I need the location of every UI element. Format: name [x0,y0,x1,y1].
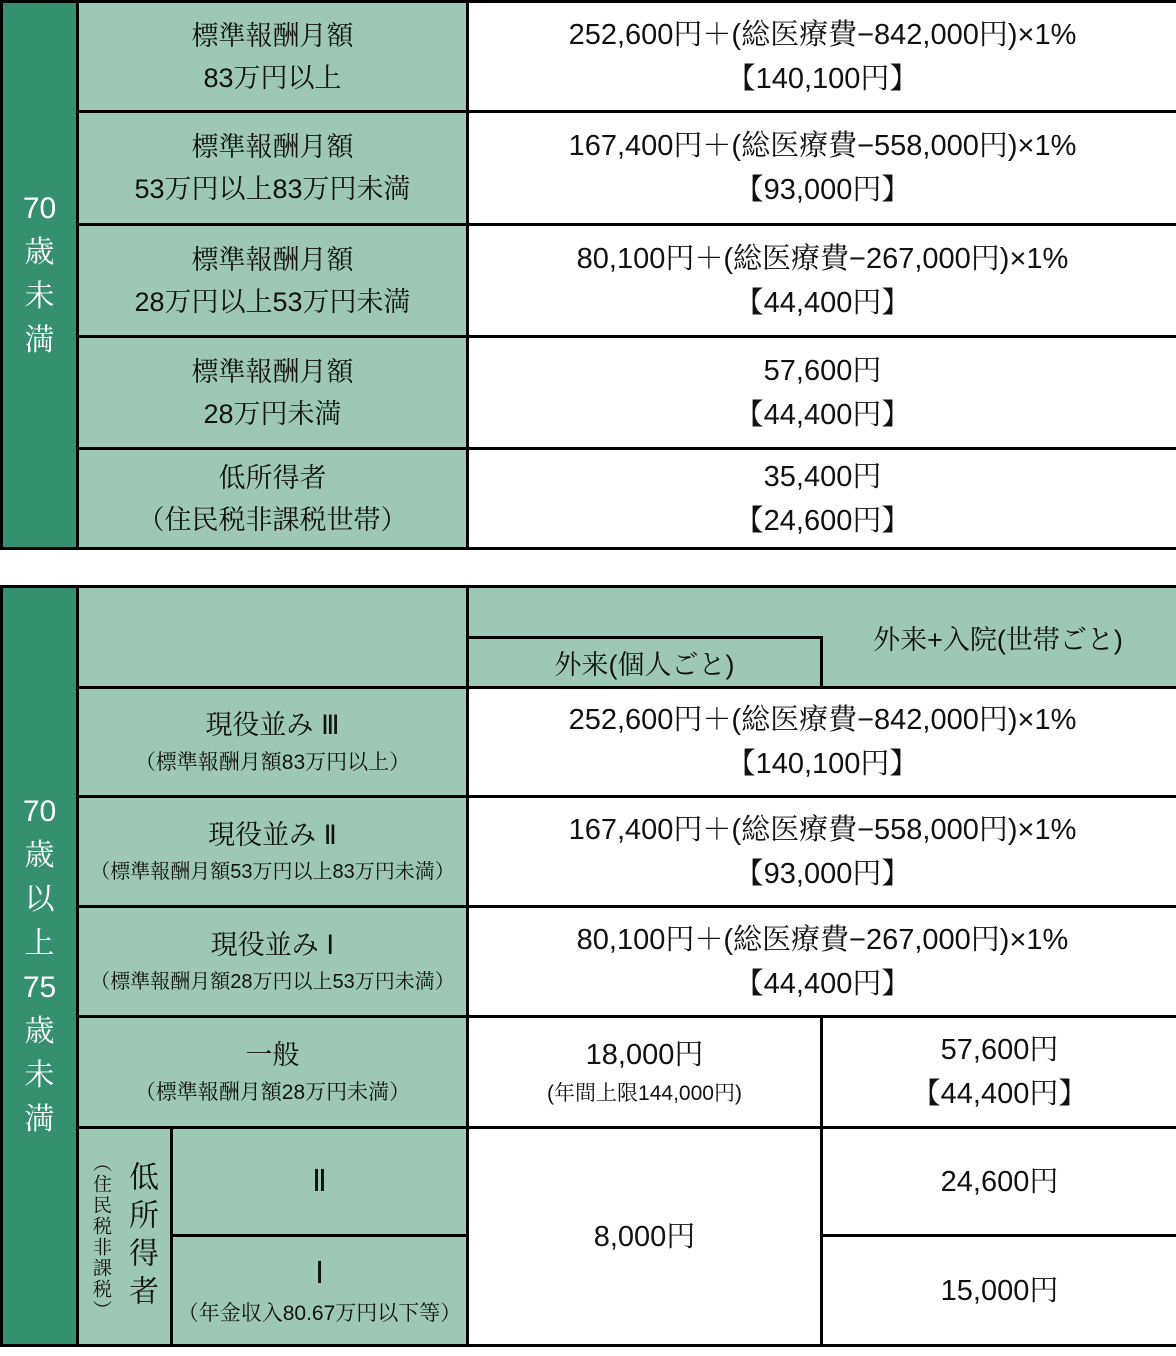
limit-multiple: 【140,100円】 [726,62,919,95]
header-outpatient-label: 外来(個人ごと) [554,650,735,680]
low-income-group-label [78,1128,172,1346]
low-income-grade-label [172,1128,468,1236]
income-bracket-label [78,907,468,1017]
low-income-grade-label [172,1236,468,1346]
outpatient-limit-value [468,1128,822,1346]
table-70-to-75 [0,585,1176,1347]
limit-formula: 167,400円＋(総医療費−558,000円)×1% [568,130,1077,162]
limit-amount: 57,600円 [940,1034,1059,1066]
bracket-line: 83万円以上 [203,62,342,93]
low-income-title: 低所得者 [124,1160,157,1313]
sidebar-char: 上 [24,927,55,960]
sidebar-char: 70 [22,192,57,225]
sidebar-char: 75 [22,971,57,1004]
sidebar-char: 満 [24,324,55,357]
bracket-line: 低所得者 [218,462,327,493]
bracket-line: 28万円未満 [203,398,342,429]
header-household-label: 外来+入院(世帯ごと) [873,624,1123,655]
bracket-note: （標準報酬月額28万円未満） [134,1081,411,1104]
copay-limit-value [468,688,1176,797]
income-bracket-label [78,337,468,449]
header-columns-cell [468,587,1176,688]
sidebar-char: 歳 [24,236,55,269]
limit-multiple: 【140,100円】 [726,748,919,780]
limit-formula: 167,400円＋(総医療費−558,000円)×1% [568,813,1077,846]
bracket-line: 53万円以上83万円未満 [134,174,411,204]
income-bracket-label [78,797,468,907]
limit-multiple: 【93,000円】 [734,174,911,206]
sidebar-age-under-70 [2,2,78,549]
limit-amount: 24,600円 [940,1165,1059,1198]
header-empty-cell [78,587,468,688]
bracket-line: 標準報酬月額 [191,20,354,51]
limit-formula: 80,100円＋(総医療費−267,000円)×1% [576,923,1069,956]
copay-limit-value [468,112,1176,225]
grade-note: （年金収入80.67万円以下等） [177,1301,462,1325]
copay-limit-value [468,907,1176,1017]
income-bracket-label [78,112,468,225]
income-bracket-label [78,1017,468,1128]
limit-multiple: 【93,000円】 [734,857,911,890]
limit-multiple: 【44,400円】 [734,286,911,319]
copay-limit-value [468,225,1176,337]
household-limit-value [822,1017,1176,1128]
sidebar-char: 未 [24,280,55,313]
copay-limit-value [468,337,1176,449]
copay-limit-value [468,797,1176,907]
limit-multiple: 【44,400円】 [911,1078,1088,1110]
low-income-note: （住民税非課税） [90,1152,111,1321]
sidebar-char: 70 [22,795,57,828]
sidebar-char: 以 [24,883,55,916]
table-under-70 [0,0,1176,550]
bracket-note: （標準報酬月額53万円以上83万円未満） [90,861,455,883]
limit-multiple: 【24,600円】 [734,504,911,537]
limit-formula: 80,100円＋(総医療費−267,000円)×1% [576,242,1069,275]
limit-formula: 252,600円＋(総医療費−842,000円)×1% [568,18,1077,51]
bracket-name: 一般 [245,1040,300,1070]
bracket-line: 標準報酬月額 [191,244,354,275]
limit-multiple: 【44,400円】 [734,398,911,431]
header-household [820,588,1176,686]
limit-formula: 252,600円＋(総医療費−842,000円)×1% [568,704,1077,736]
copay-limit-value [468,2,1176,112]
income-bracket-label [78,688,468,797]
limit-amount: 57,600円 [763,354,882,387]
limit-amount: 35,400円 [763,460,882,493]
limit-note: (年間上限144,000円) [547,1082,742,1105]
sidebar-char: 歳 [24,1015,55,1048]
bracket-line: （住民税非課税世帯） [137,504,408,535]
bracket-note: （標準報酬月額83万円以上） [134,751,411,774]
sidebar-char: 未 [24,1059,55,1092]
limit-multiple: 【44,400円】 [734,967,911,1000]
income-bracket-label [78,225,468,337]
income-bracket-label [78,2,468,112]
copay-limit-value [468,449,1176,549]
bracket-line: 28万円以上53万円未満 [134,286,411,317]
limit-amount: 15,000円 [940,1274,1059,1307]
limit-amount: 8,000円 [593,1220,696,1253]
sidebar-char: 歳 [24,839,55,872]
limit-amount: 18,000円 [585,1039,704,1071]
bracket-name: 現役並み Ⅲ [205,710,340,740]
household-limit-value [822,1128,1176,1236]
grade-numeral: Ⅰ [315,1256,324,1290]
sidebar-char: 満 [24,1103,55,1136]
household-limit-value [822,1236,1176,1346]
bracket-name: 現役並み Ⅱ [208,820,337,850]
outpatient-limit-value [468,1017,822,1128]
bracket-note: （標準報酬月額28万円以上53万円未満） [90,971,455,993]
header-outpatient [469,636,823,686]
bracket-line: 標準報酬月額 [191,132,354,162]
bracket-line: 標準報酬月額 [191,356,354,387]
grade-numeral: Ⅱ [312,1164,327,1198]
income-bracket-label [78,449,468,549]
bracket-name: 現役並み Ⅰ [210,930,335,960]
sidebar-age-70-to-75 [2,587,78,1346]
